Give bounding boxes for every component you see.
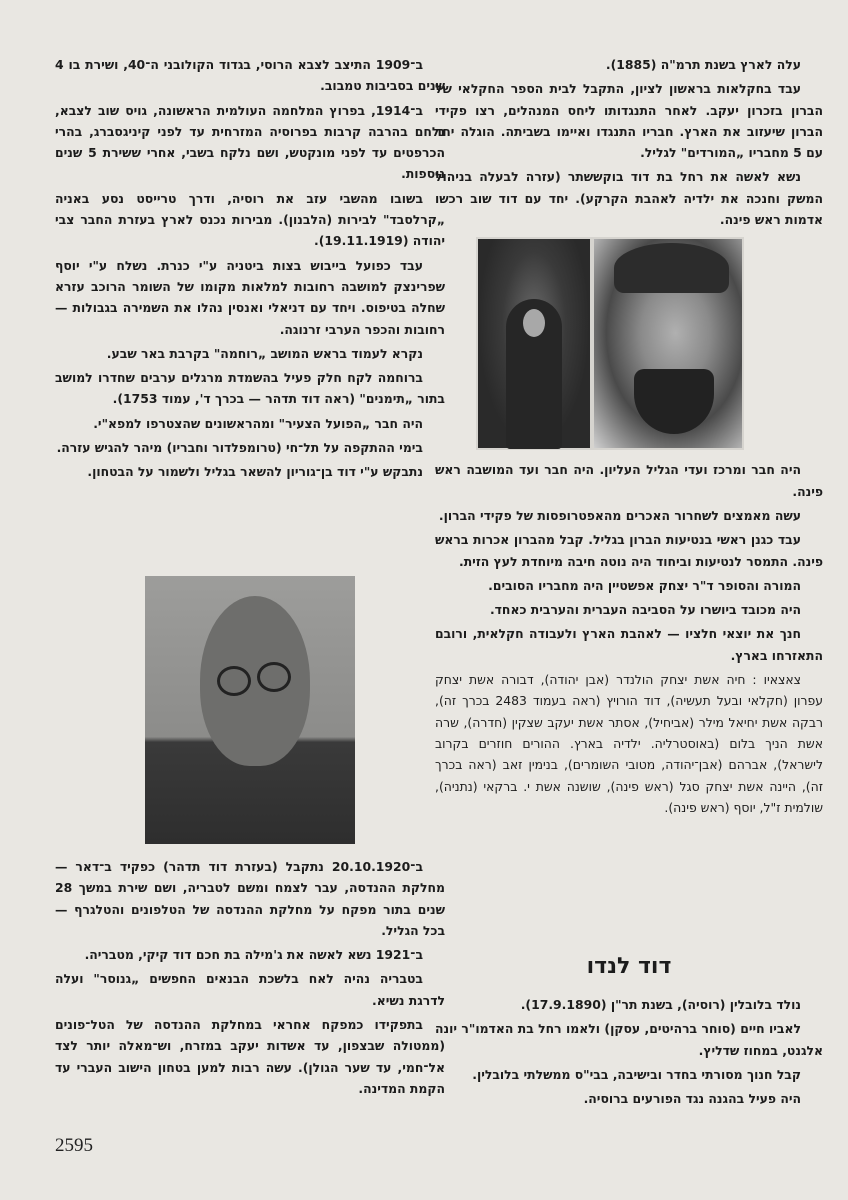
paragraph: בתפקידו כמפקח אחראי במחלקת ההנדסה של הטל־פונים (ממטולה שבצפון, עד אשדות יעקב במזרח, וש־מאלה יותר לצד אל־חמי, עד שער הגולן). עשה רבות למען בטחון הישוב העברי עד הקמת המדינה.: [55, 1017, 445, 1096]
paragraph: בטבריה נהיה לאח בלשכת הבנאים החפשים „גנוסר" ועלה לדרגת נשיא.: [55, 971, 445, 1008]
paragraph: נשא לאשה את רחל בת דוד בוקששתר (עזרה לבעלה בניהול המשק וחנכה את ילדיה לאהבת הקרקע). יחד עם דוד שוב רכשו אדמות ראש פינה.: [435, 169, 823, 228]
paragraph: היה פעיל בהגנה נגד הפורעים ברוסיה.: [583, 1091, 801, 1107]
section-body: [435, 994, 823, 1112]
paragraph: בימי ההתקפה על תל־חי (טרומפלדור וחבריו) מיהר להגיש עזרה.: [56, 440, 423, 456]
paragraph: המורה והסופר ד"ר יצחק אפשטיין היה מחבריו הסובים.: [488, 577, 801, 593]
paragraph: היה מכובד ביושרו על הסביבה העברית והערבית כאחד.: [489, 602, 801, 618]
elderly-man-portrait-photo: [145, 576, 355, 844]
paragraph: עשה מאמצים לשחרור האכרים מהאפטרופסות של פקידי הברון.: [438, 507, 801, 523]
page-number: 2595: [55, 1135, 93, 1156]
woman-standing-photo: [478, 239, 590, 448]
paragraph: ב־20.10.1920 נתקבל (בעזרת דוד תדהר) כפקיד ב־דאר — מחלקת ההנדסה, עבר לצמח ומשם לטבריה, ושם שירת במשך 28 שנים בתור מפקח על מחלקת ההנדסה של הטלפונים והטלגרף — בכל הגליל.: [55, 859, 445, 938]
paragraph: נקרא לעמוד בראש המושב „רוחמה" בקרבת באר שבע.: [106, 345, 423, 361]
paragraph: ב־1909 התיצב לצבא הרוסי, בגדוד הקולובני ה־40, ושירת בו 4 שנים בסביבות טמבוב.: [55, 57, 445, 94]
paragraph: עלה לארץ בשנת תרמ"ה (1885).: [605, 57, 801, 72]
paragraph: ב־1914, בפרוץ המלחמה העולמית הראשונה, גויס שוב לצבא, נלחם בהרבה קרבות בפרוסיה המזרחית עד לפני קיניגסברג, בהרי הכרפטים עד לפני מונקטש, ושם נלקח בשבי, אחרי ששירת 5 שנים נוספות.: [55, 102, 446, 182]
section-heading: דוד לנדו: [586, 954, 672, 979]
photo-pair: [476, 237, 744, 450]
paragraph: עבד כגנן ראשי בנטיעות הברון בגליל. קבל מהברון אכרות בראש פינה. התמסר לנטיעות וביחוד היה נוטה חיבה מיוחדת לעץ הזית.: [435, 532, 823, 569]
paragraph: ב־1921 נשא לאשה את ג'מילה בת חכם דוד קיקי, מטבריה.: [84, 947, 423, 963]
paragraph: לאביו חיים (סוחר ברהיטים, עסקן) ולאמו רחל בת האדמו"ר יונה אלגנט, במחוז שדליץ.: [435, 1021, 823, 1058]
paragraph: עבד כפועל בייבוש בצות ביטניה ע"י כנרת. נשלח ע"י יוסף שפרינצק למושבה רחובות למלאות מקומו של השומר הרוכב עזרא שחלה בטיפוס. ויחד עם דניאלי ואנסין נהלו את השמירה בגבולות — רחובות והכפר הערבי זרנוגה.: [55, 257, 445, 337]
paragraph: נתבקש ע"י דוד בן־גוריון להשאר בגליל ולשמור על הבטחון.: [87, 464, 423, 480]
paragraph: עבד בחקלאות בראשון לציון, התקבל לבית הספר החקלאי של הברון בזכרון יעקב. לאחר התנגדותו ליחס המנהלים, רצו פקידי הברון שיעזוב את הארץ. חבריו התנגדו ואיימו בשביתה. הוגלה יחד עם 5 מחבריו „המורדים" לגליל.: [435, 81, 823, 161]
paragraph: קבל חנוך מסורתי בחדר ובישיבה, בבי"ס ממשלתי בלובלין.: [472, 1066, 801, 1082]
paragraph: נולד בלובלין (רוסיה), בשנת תר"ן (17.9.1890).: [520, 997, 801, 1012]
paragraph: בשובו מהשבי עזב את רוסיה, ודרך טרייסט נסע באניה „קרלסבד" לבירות (הלבנון). מבירות נכנס לארץ בעזרת החבר צבי יהודה (19.11.1919).: [55, 190, 445, 249]
left-column-bottom: [55, 856, 445, 1102]
paragraph: ברוחמה לקח חלק פעיל בהשמדת מרגלים ערבים שחדרו למושב בתור „תימנים" (ראה דוד תדהר — בכרך ד', עמוד 1753).: [55, 370, 445, 407]
paragraph: חנך את יוצאי חלציו — לאהבת הארץ ולעבודה חקלאית, ורובם התאזרחו בארץ.: [435, 626, 823, 663]
left-column: [55, 54, 445, 486]
bearded-man-photo: [594, 239, 742, 448]
paragraph: היה חבר ומרכז ועדי הגליל העליון. היה חבר ועד המושבה ראש פינה.: [435, 462, 823, 499]
paragraph: היה חבר „הפועל הצעיר" ומהראשונים שהצטרפו למפא"י.: [93, 415, 423, 431]
descendants-paragraph: צאצאיו : חיה אשת יצחק הולנדר (אבן יהודה), דבורה אשת יצחק עפרון (חקלאי ובעל תעשיה), דוד הורויץ (ראה בעמוד 2483 בכרך זה), רבקה אשת יחיאל מילר (אביחיל), אסתר אשת יעקב שצקין (חדרה), שרה אשת הניך בלום (באוסטרליה. ילדיה בארץ. ההורים חוזרים בקרוב לישראל), אברהם (אבן־יהודה, מטובי השומרים), בנימין זאב (ראה בכרך זה), היינה אשת יצחק סגל (ראש פינה), שושנה אשת י. ברקאי (נתניה), שולמית ז"ל, יוסף (ראש פינה).: [435, 672, 823, 815]
